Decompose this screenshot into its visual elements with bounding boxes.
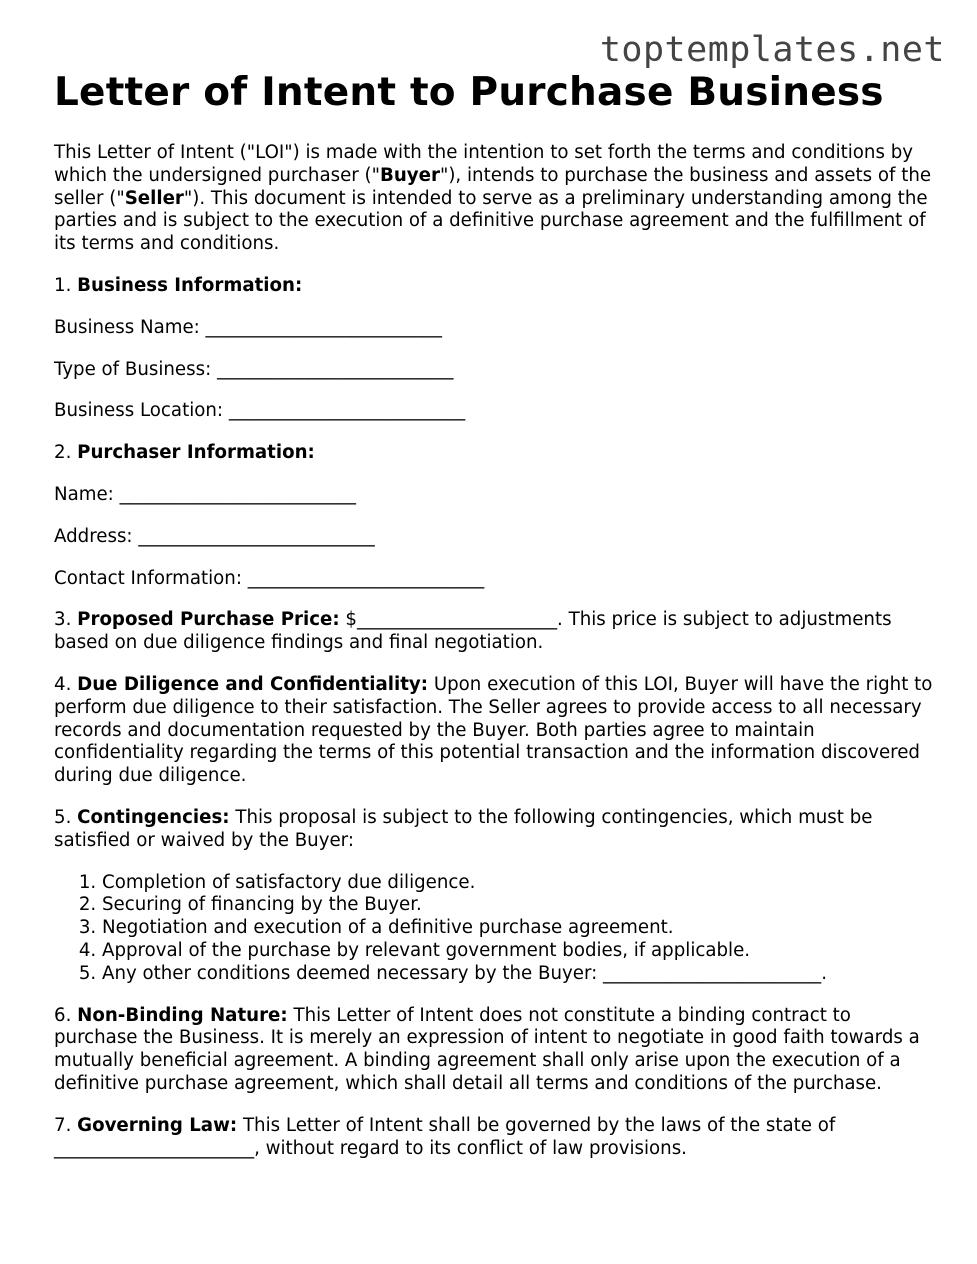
section-7-paragraph bbox=[54, 1115, 934, 1161]
section-4-paragraph bbox=[54, 674, 934, 788]
contingency-list bbox=[54, 872, 934, 986]
intro-text-1: This Letter of Intent ("LOI") is made with the intention to set forth the terms and conditions by which the undersigned purchaser (" bbox=[54, 142, 914, 186]
purchaser-address-field: Address: __________________________ bbox=[54, 525, 375, 547]
section-title: Contingencies: bbox=[77, 806, 230, 828]
section-number: 6. bbox=[54, 1004, 78, 1026]
section-title: Governing Law: bbox=[77, 1114, 238, 1136]
list-item: 4. Approval of the purchase by relevant government bodies, if applicable. bbox=[102, 940, 934, 963]
section-2-heading bbox=[54, 442, 934, 465]
business-type-field: Type of Business: __________________________ bbox=[54, 358, 454, 380]
document-page bbox=[54, 70, 934, 1160]
list-item: 3. Negotiation and execution of a definitive purchase agreement. bbox=[102, 917, 934, 940]
section-title: Due Diligence and Confidentiality: bbox=[77, 673, 429, 695]
business-location-field: Business Location: __________________________ bbox=[54, 400, 466, 422]
section-text: $______________________. This price is subject to adjustments based on due diligence findings and final negotiation. bbox=[54, 609, 892, 654]
section-number: 3. bbox=[54, 609, 78, 631]
business-name-field: Business Name: __________________________ bbox=[54, 316, 442, 338]
list-item: 1. Completion of satisfactory due diligence. bbox=[102, 872, 934, 895]
section-number: 7. bbox=[54, 1114, 78, 1136]
section-title: Proposed Purchase Price: bbox=[77, 609, 340, 631]
section-text: Upon execution of this LOI, Buyer will have the right to perform due diligence to their satisfaction. The Seller agrees to provide access to all necessary records and documentation requested by the Buyer. Both parties agree to maintain confidentiality regarding the terms of this potential transaction and the information discovered during due diligence. bbox=[54, 673, 933, 787]
section-text: This Letter of Intent shall be governed by the laws of the state of ______________________, without regard to its conflict of law provisions. bbox=[54, 1114, 836, 1159]
section-number: 5. bbox=[54, 806, 78, 828]
watermark-text: toptemplates.net bbox=[599, 30, 945, 70]
section-text: This Letter of Intent does not constitute a binding contract to purchase the Business. It is merely an expression of intent to negotiate in good faith towards a mutually beneficial agreement. A binding agreement shall only arise upon the execution of a definitive purchase agreement, which shall detail all terms and conditions of the purchase. bbox=[54, 1004, 920, 1094]
purchaser-contact-field: Contact Information: __________________________ bbox=[54, 567, 485, 589]
section-number: 4. bbox=[54, 673, 78, 695]
intro-paragraph bbox=[54, 142, 934, 256]
section-1-heading bbox=[54, 275, 934, 298]
list-item: 2. Securing of financing by the Buyer. bbox=[102, 894, 934, 917]
section-number: 1. bbox=[54, 274, 78, 296]
section-title: Business Information: bbox=[77, 274, 303, 296]
section-title: Non-Binding Nature: bbox=[77, 1004, 288, 1026]
purchaser-name-field: Name: __________________________ bbox=[54, 483, 357, 505]
section-3-paragraph bbox=[54, 609, 934, 655]
seller-term: Seller bbox=[124, 187, 184, 209]
section-text: This proposal is subject to the following contingencies, which must be satisfied or waived by the Buyer: bbox=[54, 806, 873, 851]
intro-text-2: "), intends to purchase the business and assets of the seller (" bbox=[54, 164, 932, 209]
intro-text-3: "). This document is intended to serve as a preliminary understanding among the parties and is subject to the execution of a definitive purchase agreement and the fulfillment of its terms and conditions. bbox=[54, 187, 928, 255]
list-item: 5. Any other conditions deemed necessary by the Buyer: ________________________. bbox=[102, 963, 934, 986]
document-title: Letter of Intent to Purchase Business bbox=[54, 70, 884, 115]
buyer-term: Buyer bbox=[379, 164, 440, 186]
section-title: Purchaser Information: bbox=[77, 442, 315, 464]
section-number: 2. bbox=[54, 442, 78, 464]
section-5-paragraph bbox=[54, 807, 934, 853]
section-6-paragraph bbox=[54, 1005, 934, 1096]
